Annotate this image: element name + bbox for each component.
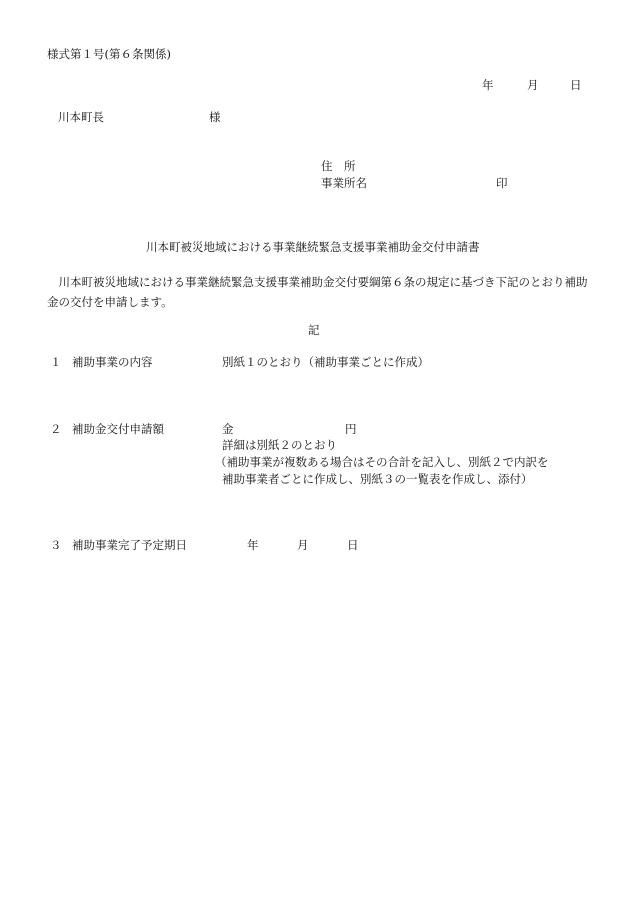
item-1-number: １ bbox=[50, 355, 62, 369]
style-number: 様式第１号(第６条関係) bbox=[47, 47, 171, 61]
seal-mark: 印 bbox=[496, 176, 508, 190]
document-title: 川本町被災地域における事業継続緊急支援事業補助金交付申請書 bbox=[146, 240, 480, 254]
addressee-name: 川本町長 bbox=[58, 110, 104, 124]
item-2-number: ２ bbox=[50, 422, 62, 436]
item-2-yen: 円 bbox=[345, 422, 357, 436]
item-3-number: ３ bbox=[50, 538, 62, 552]
addressee-honorific: 様 bbox=[209, 110, 221, 124]
body-text: 川本町被災地域における事業継続緊急支援事業補助金交付要綱第６条の規定に基づき下記のとおり補助金の交付を申請します。 bbox=[47, 275, 588, 309]
applicant-business-name-label: 事業所名 bbox=[321, 176, 367, 190]
date-year: 年 bbox=[482, 78, 494, 92]
item-2-detail: 詳細は別紙２のとおり bbox=[222, 438, 337, 452]
item-3-year: 年 bbox=[247, 538, 259, 552]
date-day: 日 bbox=[570, 78, 582, 92]
item-2-currency: 金 bbox=[222, 422, 234, 436]
item-2-label: 補助金交付申請額 bbox=[72, 422, 164, 436]
item-2-note-line-2: 補助事業者ごとに作成し、別紙３の一覧表を作成し、添付） bbox=[222, 472, 533, 486]
item-3-month: 月 bbox=[297, 538, 309, 552]
item-1-label: 補助事業の内容 bbox=[72, 355, 153, 369]
item-3-label: 補助事業完了予定期日 bbox=[72, 538, 187, 552]
item-1-value: 別紙１のとおり（補助事業ごとに作成） bbox=[222, 355, 429, 369]
date-month: 月 bbox=[527, 78, 539, 92]
item-3-day: 日 bbox=[347, 538, 359, 552]
applicant-address-label: 住 所 bbox=[321, 159, 356, 173]
item-2-note-line-1: （補助事業が複数ある場合はその合計を記入し、別紙２で内訳を bbox=[215, 455, 549, 469]
ki-heading: 記 bbox=[308, 323, 320, 337]
